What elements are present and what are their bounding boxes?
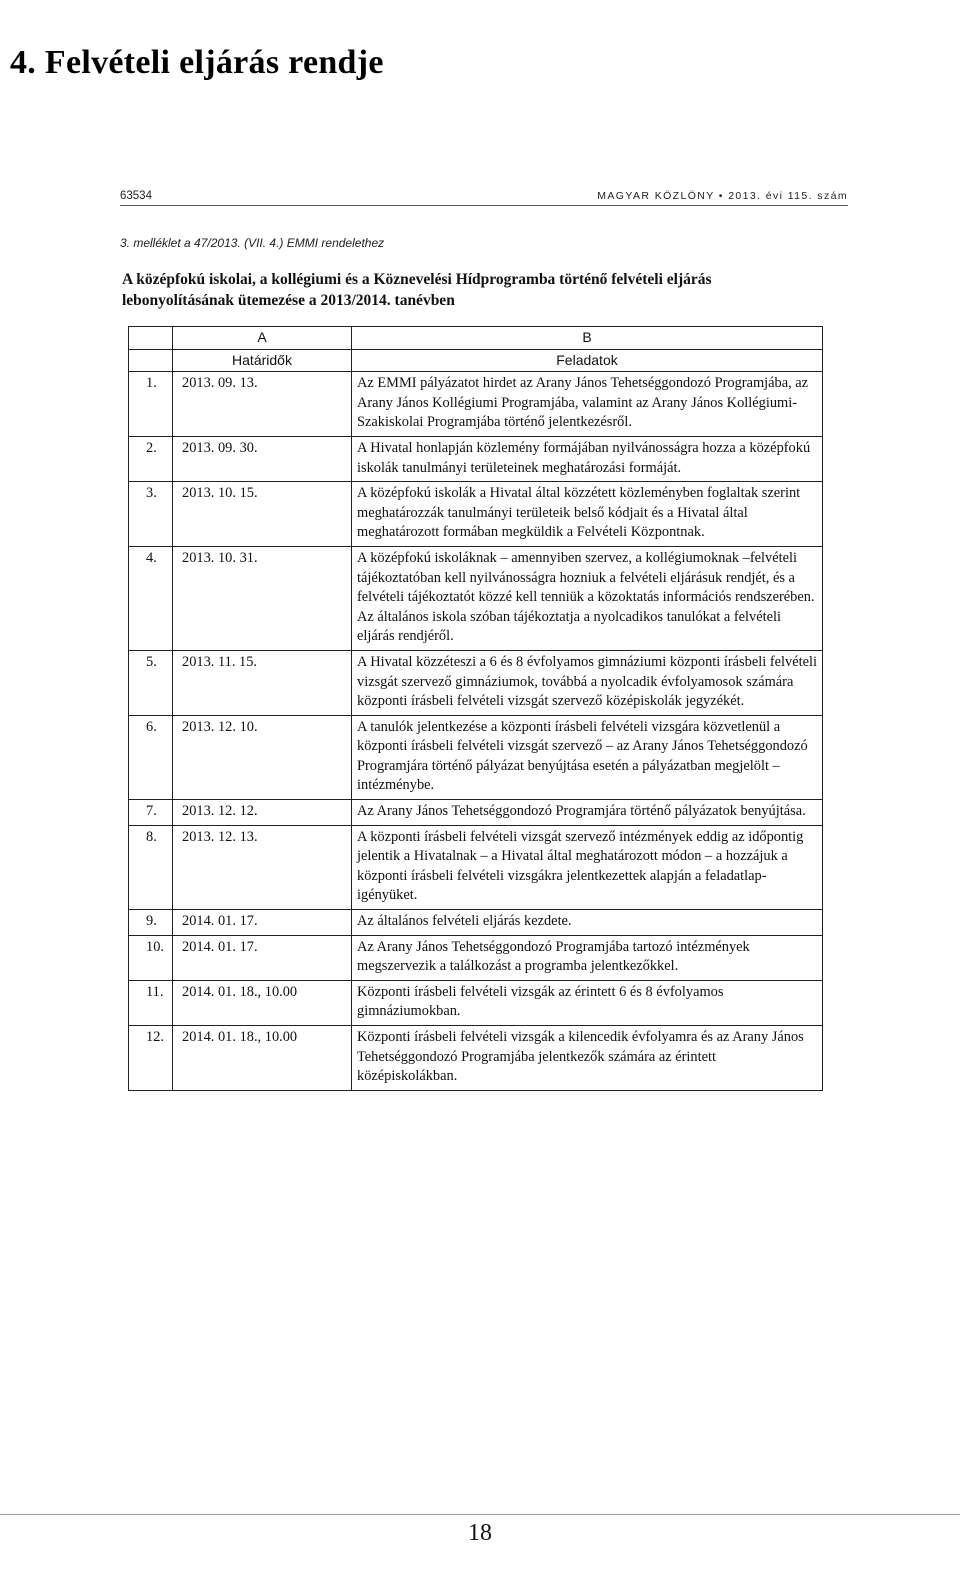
empty-cell	[129, 349, 173, 372]
table-row	[129, 715, 823, 799]
deadline-date: 2013. 12. 13.	[173, 825, 352, 909]
row-number: 9.	[129, 910, 173, 936]
schedule-title: A középfokú iskolai, a kollégiumi és a Köznevelési Hídprogramba történő felvételi eljárás lebonyolításának ütemezése a 2013/2014. tanévben	[122, 271, 712, 309]
task-description: A Hivatal közzéteszi a 6 és 8 évfolyamos gimnáziumi központi írásbeli felvételi vizsgát szervező gimnáziumok, továbbá a nyolcadik évfolyamosok számára központi írásbeli felvételi vizsgát szervező középiskolák jegyzékét.	[352, 650, 823, 715]
footer-divider	[0, 1514, 960, 1515]
row-number: 10.	[129, 935, 173, 980]
row-number: 3.	[129, 482, 173, 547]
gazette-header	[120, 190, 848, 206]
table-row	[129, 482, 823, 547]
table-row	[129, 372, 823, 437]
table-row	[129, 1026, 823, 1091]
deadline-date: 2013. 09. 13.	[173, 372, 352, 437]
table-row	[129, 825, 823, 909]
task-description: A középfokú iskoláknak – amennyiben szervez, a kollégiumoknak –felvételi tájékoztatóban kell nyilvánosságra hozniuk a felvételi eljárásuk rendjét, és a felvételi tájékoztatót közzé kell tenniük a közoktatás információs rendszerében. Az általános iskola szóban tájékoztatja a nyolcadikos tanulókat a felvételi eljárás rendjéről.	[352, 546, 823, 650]
task-description: Központi írásbeli felvételi vizsgák a kilencedik évfolyamra és az Arany János Tehetséggondozó Programjába jelentkezők számára az érintett középiskolákban.	[352, 1026, 823, 1091]
row-number: 5.	[129, 650, 173, 715]
task-description: Az Arany János Tehetséggondozó Programjára történő pályázatok benyújtása.	[352, 800, 823, 826]
column-b-letter: B	[352, 327, 823, 350]
row-number: 11.	[129, 980, 173, 1025]
column-header-row	[129, 349, 823, 372]
tasks-header: Feladatok	[352, 349, 823, 372]
column-a-letter: A	[173, 327, 352, 350]
deadline-date: 2013. 10. 15.	[173, 482, 352, 547]
row-number: 4.	[129, 546, 173, 650]
row-number: 12.	[129, 1026, 173, 1091]
task-description: A tanulók jelentkezése a központi írásbeli felvételi vizsgára közvetlenül a központi írásbeli felvételi vizsgát szervező – az Arany János Tehetséggondozó Programjára történő pályázat benyújtása esetén a pályázatban megjelölt – intézménybe.	[352, 715, 823, 799]
deadline-date: 2014. 01. 18., 10.00	[173, 1026, 352, 1091]
gazette-issue-label: MAGYAR KÖZLÖNY • 2013. évi 115. szám	[597, 190, 848, 202]
table-row	[129, 980, 823, 1025]
table-row	[129, 800, 823, 826]
table-row	[129, 650, 823, 715]
column-letter-row	[129, 327, 823, 350]
gazette-page-number: 63534	[120, 190, 152, 202]
annex-reference: 3. melléklet a 47/2013. (VII. 4.) EMMI rendelethez	[120, 236, 385, 250]
task-description: A központi írásbeli felvételi vizsgát szervező intézmények eddig az időpontig jelentik a Hivatalnak – a Hivatal által meghatározott módon – a hozzájuk a központi írásbeli felvételi vizsgákra jelentkezettek alapján a feladatlap-igényüket.	[352, 825, 823, 909]
row-number: 7.	[129, 800, 173, 826]
task-description: A Hivatal honlapján közlemény formájában nyilvánosságra hozza a középfokú iskolák tanulmányi területeinek meghatározási formáját.	[352, 436, 823, 481]
task-description: Az Arany János Tehetséggondozó Programjába tartozó intézmények megszervezik a találkozást a programba jelentkezőkkel.	[352, 935, 823, 980]
page-number: 18	[468, 1520, 492, 1546]
scanned-gazette-excerpt	[120, 190, 848, 311]
deadline-date: 2013. 11. 15.	[173, 650, 352, 715]
task-description: Központi írásbeli felvételi vizsgák az érintett 6 és 8 évfolyamos gimnáziumokban.	[352, 980, 823, 1025]
row-number: 2.	[129, 436, 173, 481]
page-heading: 4. Felvételi eljárás rendje	[10, 44, 384, 81]
table-row	[129, 436, 823, 481]
deadline-date: 2014. 01. 17.	[173, 935, 352, 980]
deadlines-header: Határidők	[173, 349, 352, 372]
task-description: Az általános felvételi eljárás kezdete.	[352, 910, 823, 936]
deadline-date: 2014. 01. 18., 10.00	[173, 980, 352, 1025]
deadline-date: 2014. 01. 17.	[173, 910, 352, 936]
table-row	[129, 910, 823, 936]
row-number: 1.	[129, 372, 173, 437]
row-number: 6.	[129, 715, 173, 799]
table-row	[129, 935, 823, 980]
deadline-date: 2013. 12. 12.	[173, 800, 352, 826]
row-number: 8.	[129, 825, 173, 909]
empty-cell	[129, 327, 173, 350]
task-description: Az EMMI pályázatot hirdet az Arany János Tehetséggondozó Programjába, az Arany János Kollégiumi Programjába, valamint az Arany János Kollégiumi-Szakiskolai Programjába történő jelentkezésről.	[352, 372, 823, 437]
table-row	[129, 546, 823, 650]
deadline-date: 2013. 09. 30.	[173, 436, 352, 481]
admission-schedule-table	[128, 326, 823, 1091]
deadline-date: 2013. 10. 31.	[173, 546, 352, 650]
deadline-date: 2013. 12. 10.	[173, 715, 352, 799]
task-description: A középfokú iskolák a Hivatal által közzétett közleményben foglaltak szerint meghatározzák tanulmányi területeik belső kódjait és a Hivatal által meghatározott formában megküldik a Felvételi Központnak.	[352, 482, 823, 547]
